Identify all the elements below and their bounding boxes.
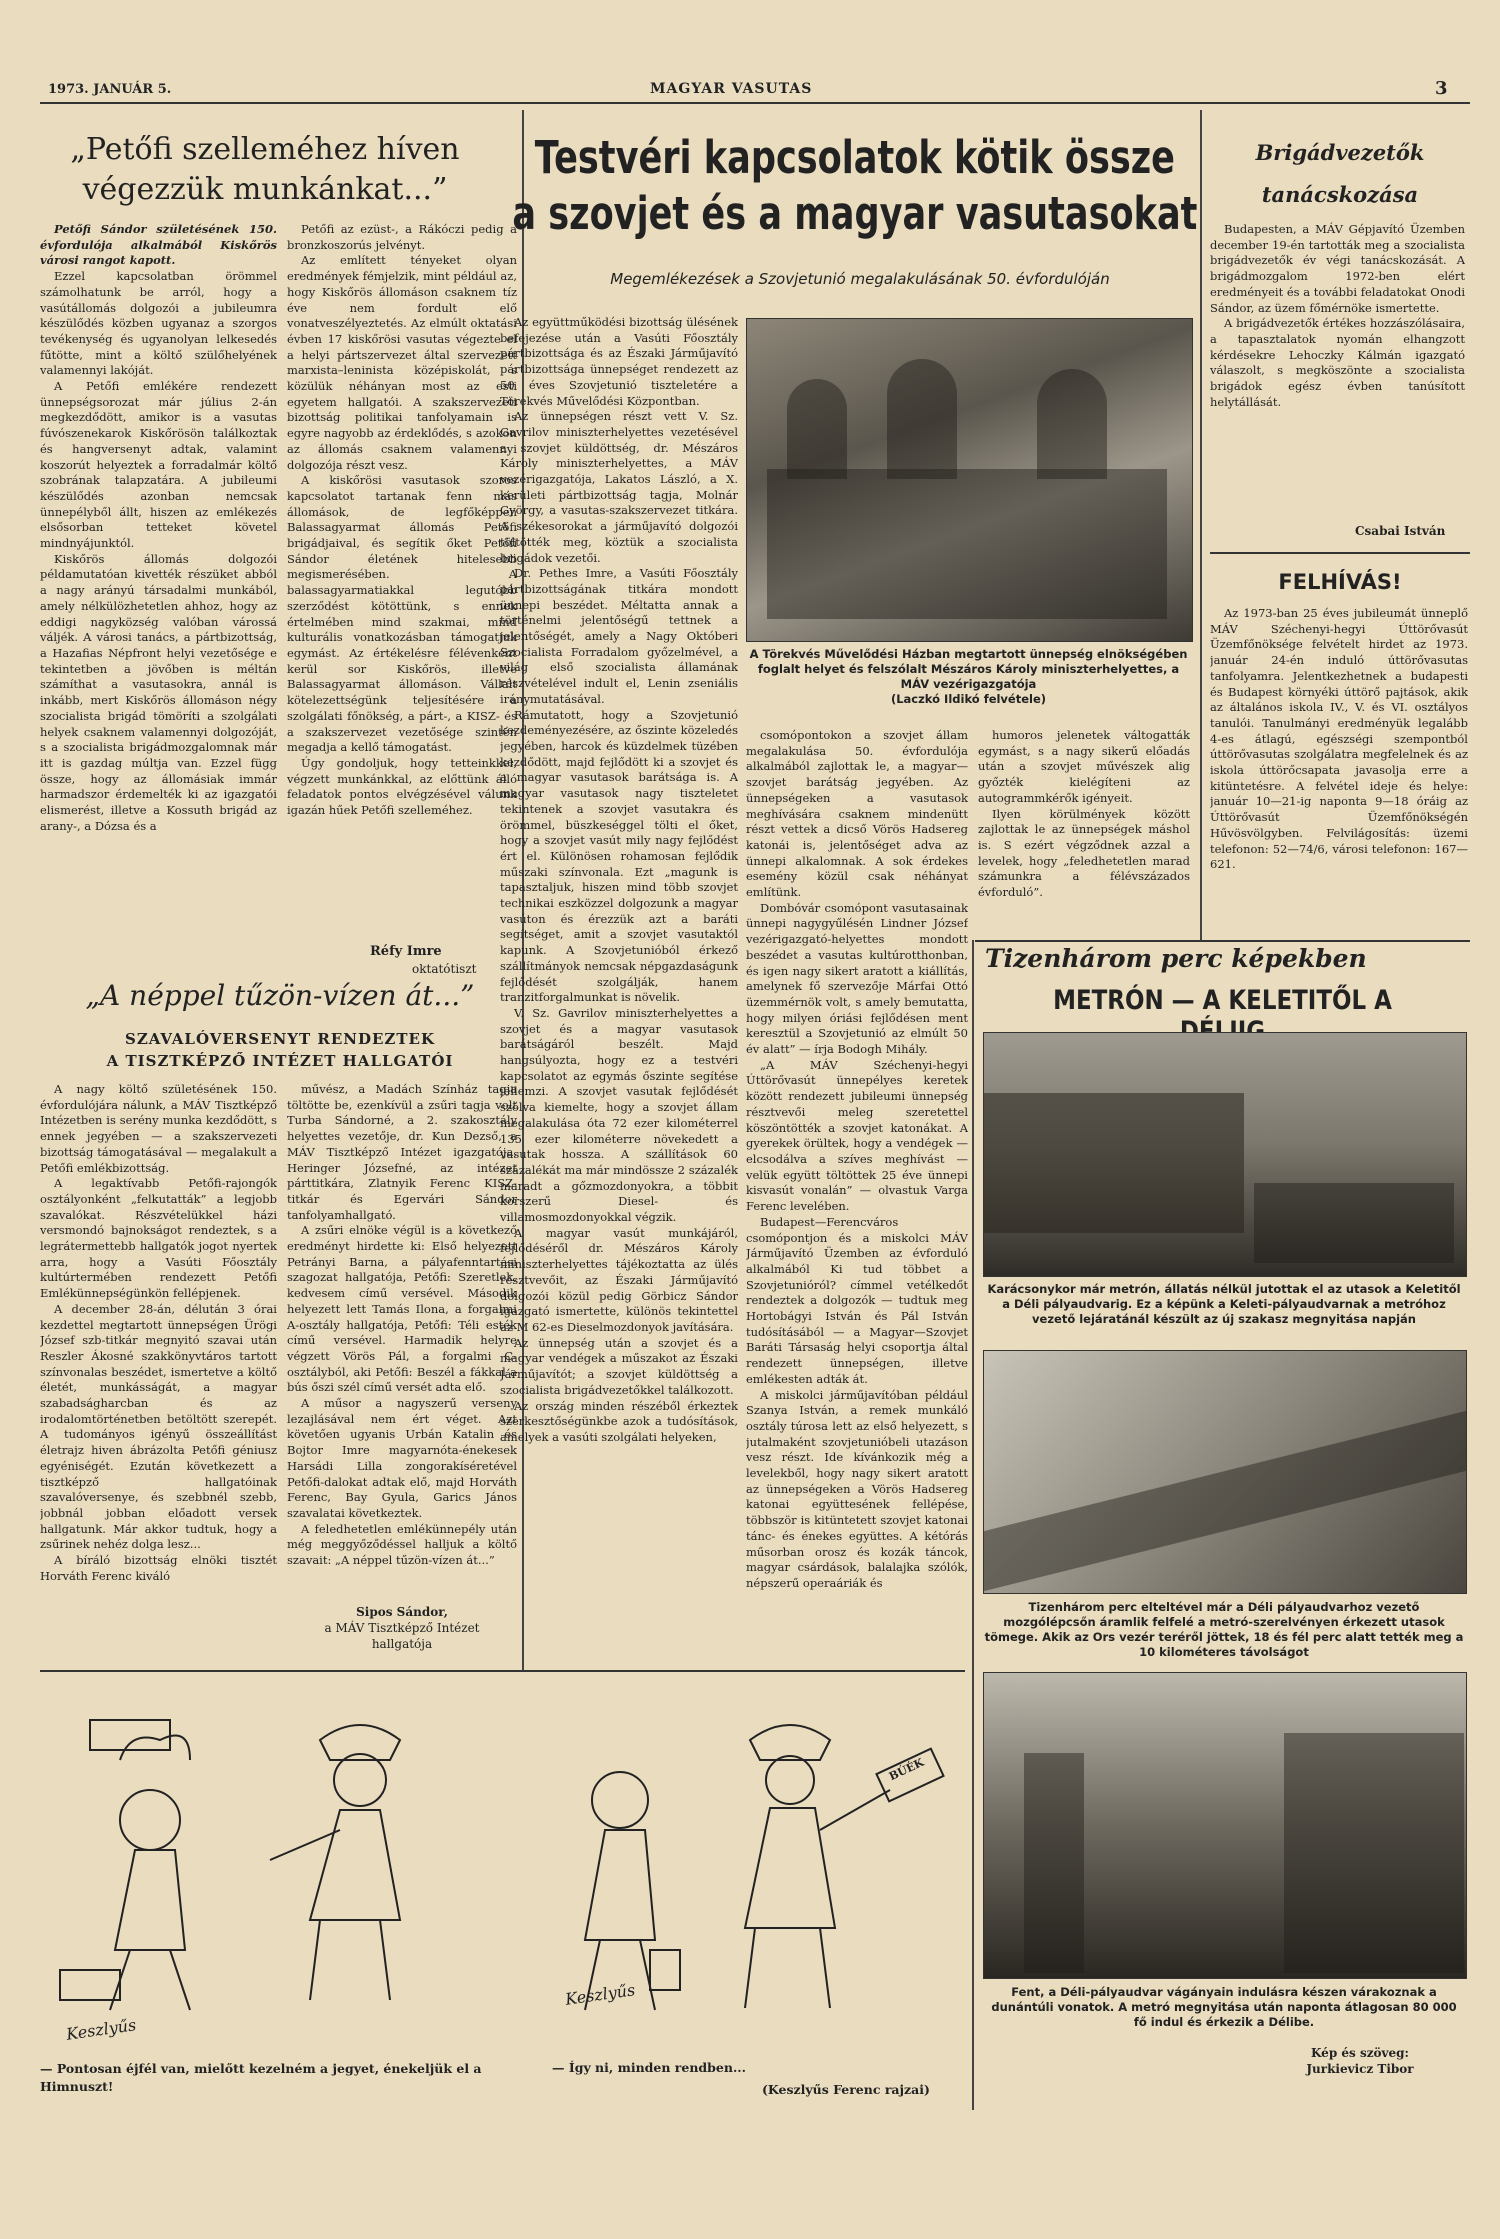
paragraph: Az ünnepségen részt vett V. Sz. Gavrilov miniszterhelyettes vezetésével a szovjet küldöttség, dr. Mészáros Károly miniszterhelyettes, a MÁV vezérigazgatója, Lakatos László, a X. kerületi pártbizottság tagja, Molnár György, a vasutas-szakszervezet titkára. A székesorokat a járműjavító dolgozói töltötték meg, köztük a szocialista brigádok vezetői. <box>500 409 738 565</box>
author-role: hallgatója <box>371 1637 433 1651</box>
caption-text: A Törekvés Művelődési Házban megtartott ünnepség elnökségében foglalt helyet és felszólalt Mészáros Károly miniszterhelyettes, a MÁV vezérigazgatója <box>749 647 1188 691</box>
article-petofi-body-left <box>40 222 277 962</box>
title-line: tanácskozása <box>1261 182 1419 207</box>
article-nep-sub1: SZAVALÓVERSENYT RENDEZTEK <box>124 1030 436 1048</box>
felhivas-title: FELHÍVÁS! <box>1278 570 1402 594</box>
section-rule <box>1210 552 1470 554</box>
photo-section-title: Tizenhárom perc képekben <box>985 944 1367 973</box>
cartoon-left <box>40 1700 510 2030</box>
cartoon-left-signature: Keszlyűs <box>65 2015 138 2044</box>
article-testveri-body-c <box>978 728 1190 938</box>
photo-escalator-caption: Tizenhárom perc elteltével már a Déli pályaudvarhoz vezető mozgólépcsőn áramlik felfelé a metró-szerelvényen érkezett utasok tömege. Akik az Ors vezér teréről jöttek, 18 és fél perc alatt tették meg a 10 kilométeres távolságot <box>984 1600 1464 1659</box>
page-header <box>30 78 1470 100</box>
paragraph: A nagy költő születésének 150. évfordulójára nálunk, a MÁV Tisztképző Intézetben is serény munka kezdődött, s ennek jegyében — a szakszervezeti bizottság támogatásával — megalakult a Petőfi emlékbizottság. <box>40 1082 277 1175</box>
author-name: Sipos Sándor, <box>356 1605 448 1619</box>
paragraph: Rámutatott, hogy a Szovjetunió kezdeményezésére, az őszinte közeledés jegyében, harcok és küzdelmek tüzében kezdődött, majd fejlődött ki a szovjet és a magyar vasutasok barátsága is. A magyar vasutasok nagy tiszteletet tekintenek a szovjet vasutakra és örömmel, büszkeséggel tölti el őket, hogy a szovjet vasút mily nagy fejlődést ért el. Különösen rohamosan fejlődik műszaki színvonala. Ezt „magunk is tapasztaljuk, hiszen mind több szovjet technikai eszközzel dolgozunk a magyar vasúton és érezzük azt a baráti segítséget, amit a szovjet vasutaktól kapunk. A Szovjetunióból érkező szállítmányok nemcsak népgazdaságunk fejlődését szolgálják, hanem tranzitforgalmunkat is növelik. <box>500 707 738 1005</box>
column-divider <box>972 940 974 2110</box>
paragraph: Ezzel kapcsolatban örömmel számolhatunk be arról, hogy a vasútállomás dolgozói a jubileumra készülődés közben ugyanaz a szorgos tevékenység és ugyanolyan lelkesedés fűtötte, mint a költő szülőhelyének valamennyi lakóját. <box>40 269 277 378</box>
paragraph: A Petőfi emlékére rendezett ünnepségsorozat már július 2-án megkezdődött, amikor is a vasutas fúvószenekarok Kiskőrösön találkoztak és hangversenyt adtak, valamint koszorút helyeztek a forradalmár költő szobrának talapzatára. A jubileumi készülődés azonban nemcsak ünnepélyből állt, hiszen az emlékezés elsősorban tetteket követel mindnyájunktól. <box>40 379 277 551</box>
article-petofi-title <box>45 130 485 210</box>
conductor-figure <box>270 1725 400 2000</box>
bench-and-bag <box>60 1720 170 2000</box>
title-line: Brigádvezetők <box>1255 140 1425 165</box>
article-nep-body-right <box>287 1082 517 1602</box>
article-brigad-body <box>1210 222 1465 524</box>
passenger-figure <box>110 1736 190 2011</box>
cartoon-credit: (Keszlyűs Ferenc rajzai) <box>762 2082 930 2097</box>
article-testveri-title <box>500 130 1198 242</box>
paragraph: művész, a Madách Színház tagja töltötte be, ezenkívül a zsűri tagja volt Turba Sándorné, a 2. szakosztály helyettes vezetője, dr. Kun Dezső, a MÁV Tisztképző Intézet igazgatója, Heringer Józsefné, az intézet párttitkára, Zlatnyik Ferenc KISZ-titkár és Egervári Sándor tanfolyamhallgató. <box>287 1082 517 1222</box>
article-nep-sub2: A TISZTKÉPZŐ INTÉZET HALLGATÓI <box>106 1052 454 1070</box>
paragraph: Úgy gondoljuk, hogy tetteinkkel, végzett munkánkkal, az előttünk álló feladatok pontos elvégzésével válunk igazán hűek Petőfi szelleméhez. <box>287 755 517 818</box>
photo-deli <box>983 1672 1467 1979</box>
header-date: 1973. JANUÁR 5. <box>48 82 172 97</box>
cartoon-right <box>520 1700 960 2030</box>
article-testveri-body-b <box>746 728 968 1654</box>
paragraph: Ilyen körülmények között zajlottak le az ünnepségek máshol is. S ezért végződnek azzal a levelek, hogy „feledhetetlen marad számunkra a félévszázados évforduló”. <box>978 806 1190 900</box>
paragraph: „A MÁV Széchenyi-hegyi Úttörővasút ünnepélyes keretek között rendezett jubileumi ünnepség résztvevői meleg szeretettel köszöntötték a szovjet katonákat. A gyerekek örültek, hogy a vendégek — elcsodálva a szíves meghívást — velük együtt töltöttek 25 éve ünnepi kisvasút vonalán” — olvastuk Varga Ferenc levelében. <box>746 1057 968 1214</box>
paragraph: A zsűri elnöke végül is a következő eredményt hirdette ki: Első helyezett Petrányi Barna, a pályafenntartási szagozat hallgatója, Petőfi: Szeretlek, kedvesem című versével. Második helyezett lett Tamás Ilona, a forgalmi A-osztály hallgatója, Petőfi: Téli esték című versével. Harmadik helyre végzett Vörös Pál, a forgalmi C-osztályból, aki Petőfi: Beszél a fákkal a bús őszi szél című versét adta elő. <box>287 1223 517 1395</box>
photo-ceremony-caption <box>746 647 1191 707</box>
photo-escalator <box>983 1350 1467 1594</box>
greeting-sign-text: BÚÉK <box>886 1755 926 1784</box>
paragraph: A brigádvezetők értékes hozzászólásaira, a tapasztalatok nyomán elhangzott kérdésekre Lehoczky Kálmán igazgató válaszolt, s megköszönte a szocialista brigádok egész évben tanúsított helytállását. <box>1210 316 1465 409</box>
cartoon-left-caption: — Pontosan éjfél van, mielőtt kezelném a jegyet, énekeljük el a Himnuszt! <box>40 2061 482 2094</box>
paragraph: humoros jelenetek váltogatták egymást, s a nagy sikerű előadás után a szovjet művészek alig győzték kielégíteni az autogrammkérők igényeit. <box>978 728 1190 805</box>
paragraph: A december 28-án, délután 3 órai kezdettel megtartott ünnepségen Ürögi József szb-titkár megnyitó szavai után Reszler Ákosné szakkönyvtáros tartott színvonalas beszédet, ismertetve a költő életét, munkásságát, a magyar szabadságharcban és az irodalomtörténetben betöltött szerepét. A tudományos igényű összeállítást életrajz hiven ábrázolta Petőfi géniusz egyéniségét. Ezután következett a tisztképző hallgatóinak szavalóversenye, és szebbnél szebb, jobbnál jobban előadott versek hallgatunk. Már akkor tudtuk, hogy a zsűrinek nehéz dolga lesz... <box>40 1301 277 1552</box>
photo-deli-caption: Fent, a Déli-pályaudvar vágányain indulásra készen várakoznak a dunántúli vonatok. A metró megnyitása után naponta átlagosan 80 000 fő indul és érkezik a Délibe. <box>991 1985 1457 2029</box>
paragraph: A magyar vasút munkájáról, fejlődéséről dr. Mészáros Károly miniszterhelyettes tájékoztatta az ülés résztvevőit, az Északi Járműjavító dolgozói közül pedig Görbicz Sándor igazgató ismertette, különös tekintettel az M 62-es Dieselmozdonyok javítására. <box>500 1225 738 1334</box>
section-rule <box>40 1670 965 1672</box>
paragraph: A miskolci járműjavítóban például Szanya István, a remek munkáló osztály túrosa lett az első helyezett, s jutalmaként szovjetunióbeli utazáson vesz részt. Ide kívánkozik még a levelekből, hogy nagy sikert aratott az ünnepségeken a Vörös Hadsereg katonai együttesének fellépése, többször is kitüntetett szovjet katonai tánc- és énekes együttes. A kétórás műsorban orosz és kozák táncok, magyar csárdások, balalajka szólók, népszerű operaáriák és <box>746 1387 968 1590</box>
credit-line: Jurkievicz Tibor <box>1306 2062 1414 2076</box>
article-petofi-body-right <box>287 222 517 940</box>
section-rule <box>975 940 1470 942</box>
author-refy: Réfy Imre <box>370 944 442 959</box>
article-testveri-subtitle: Megemlékezések a Szovjetunió megalakulásának 50. évfordulóján <box>610 270 1110 288</box>
title-line: végezzük munkánkat...” <box>82 172 448 207</box>
title-line: „Petőfi szelleméhez híven <box>70 132 460 167</box>
photo-credit: (Laczkó Ildikó felvétele) <box>890 692 1047 706</box>
credit-line: Kép és szöveg: <box>1311 2046 1409 2060</box>
paragraph: Kiskőrös állomás dolgozói példamutatóan kivették részüket abból a nagy arányú társadalmi munkából, amely nélkülözhetetlen ahhoz, hogy az eddigi nagyközség valóban várossá váljék. A városi tanács, a pártbizottság, a Hazafias Népfront helyi vezetősége e tekintetben a jövőben is méltán számíthat a vasutasokra, annál is inkább, mert Kiskőrös állomáson négy szocialista brigád tömöríti a szolgálati helyek csaknem valamennyi dolgozóját, s a szocialista brigádmozgalomnak már itt is gazdag múltja van. Ezzel függ össze, hogy az állomásiak immár harmadszor érdemelték ki az igazgatói elismerést, illetve a Kossuth brigád az arany-, a Dózsa és a <box>40 551 277 833</box>
worker-figure <box>585 1772 680 2010</box>
header-rule <box>40 102 1470 104</box>
column-divider <box>1200 110 1202 940</box>
photo-section-credit <box>1260 2045 1460 2077</box>
paragraph: Petőfi az ezüst-, a Rákóczi pedig a bronzkoszorús jelvényt. <box>287 222 517 252</box>
paragraph: Dr. Pethes Imre, a Vasúti Főosztály pártbizottságának titkára mondott ünnepi beszédet. Méltatta annak a történelmi jelentőségű tettnek a jelentőségét, amely a Nagy Októberi Szocialista Forradalom győzelmével, a világ első szocialista államának részvételével indult el, Lenin zseniális iránymutatásával. <box>500 566 738 706</box>
photo-section-subtitle: METRÓN — A KELETITŐL A <box>1053 985 1392 1016</box>
photo-keleti <box>983 1032 1467 1277</box>
cartoon-right-signature: Keszlyűs <box>564 1980 637 2009</box>
photo-keleti-caption: Karácsonykor már metrón, állatás nélkül jutottak el az utasok a Keletitől a Déli pályaudvarig. Ez a képünk a Keleti-pályaudvarnak a metróhoz vezető lejáratánál készült az új szakasz megnyitása napján <box>987 1282 1461 1326</box>
officer-figure <box>745 1725 890 2008</box>
paragraph: csomópontokon a szovjet állam megalakulása 50. évfordulója alkalmából zajlottak le, a magyar—szovjet barátság jegyében. Az ünnepségeken a vasutasok meghívására csaknem mindenütt részt vettek a dicső Vörös Hadsereg katonái is, jelentőséget adva az ünnepi alkalomnak. A sok érdekes esemény közül csak néhányat említünk. <box>746 728 968 900</box>
photo-ceremony <box>746 318 1193 642</box>
author-csabai: Csabai István <box>1355 524 1446 538</box>
paragraph: Dombóvár csomópont vasutasainak ünnepi nagygyűlésén Lindner József vezérigazgató-helyettes mondott beszédet a vasutas kultúrotthonban, és igen nagy sikert aratott a kiállítás, amelynek fő szervezője Márfai Ottó üzemmérnök volt, s amely bemutatta, hogy milyen óriási fejlődésen ment keresztül a Szovjetunió az elmúlt 50 év alatt” — írja Bodogh Mihály. <box>746 900 968 1057</box>
paragraph: Az ország minden részéből érkeztek szerkesztőségünkbe azok a tudósítások, amelyek a vasúti szolgálati helyeken, <box>500 1398 738 1444</box>
felhivas-body <box>1210 606 1468 924</box>
paragraph: A legaktívabb Petőfi-rajongók osztályonként „felkutatták” a legjobb szavalókat. Részvételükkel házi versmondó bajnokságot rendeztek, s a legrátermettebb hallgatók jogot nyertek arra, hogy a Vasúti Főosztály kultúrtermében rendezett Petőfi Emlékünnepségünkön fellépjenek. <box>40 1176 277 1301</box>
paragraph: Budapesten, a MÁV Gépjavító Üzemben december 19-én tartották meg a szocialista brigádvezetők év végi tanácskozását. A brigádmozgalom 1972-ben elért eredményeit és a további feladatokat Onodi Sándor, az üzem főmérnöke ismertette. <box>1210 222 1465 315</box>
title-line: a szovjet és a magyar vasutasokat <box>512 187 1198 240</box>
paragraph: Az 1973-ban 25 éves jubileumát ünneplő MÁV Széchenyi-hegyi Úttörővasút Üzemfőnöksége felvételt hirdet az 1973. január 24-én induló úttörővasutas tanfolyamra. Jelentkezhetnek a budapesti és Budapest környéki úttörő pajtások, akik az általános iskola IV., V. és VI. osztályos tanulói. Tanulmányi eredményük legalább 4-es átlagú, egészségi szempontból úttörővasutas szolgálatra megfelelnek és az iskola úttörőcsapata javasolja erre a kitüntetésre. A felvétel ideje és helye: január 10—21-ig naponta 9—18 óráig az Úttörővasút Üzemfőnökségén Hűvösvölgyben. Felvilágosítás: üzemi telefonon: 52—74/6, városi telefonon: 167—621. <box>1210 606 1468 872</box>
paragraph: A műsor a nagyszerű verseny lezajlásával nem ért véget. Azt követően ugyanis Urbán Katalin és Bojtor Imre magyarnóta-énekesek Harsádi Lilla zongorakíséretével Petőfi-dalokat adtak elő, majd Horváth Ferenc, Bay Gyula, Garics János szavalatai következtek. <box>287 1396 517 1520</box>
cartoon-right-caption: — Így ni, minden rendben... <box>552 2060 746 2075</box>
header-page-number: 3 <box>1435 78 1448 99</box>
article-nep-body-left <box>40 1082 277 1642</box>
author-sipos <box>287 1604 517 1652</box>
author-refy-role: oktatótiszt <box>412 962 477 976</box>
article-nep-title: „A néppel tűzön-vízen át...” <box>85 979 475 1012</box>
article-brigad-title <box>1210 132 1470 216</box>
paragraph: Budapest—Ferencváros csomópontjon és a miskolci MÁV Járműjavító Üzemben az évforduló alkalmából Ki tud többet a Szovjetunióról? címmel vetélkedőt rendeztek a dolgozók — tudtuk meg Hortobágyi István és Pál István tudósításából — a Magyar—Szovjet Baráti Társaság helyi csoportja által rendezett ünnepségen, illetve emlékesten adták át. <box>746 1214 968 1386</box>
paragraph: V. Sz. Gavrilov miniszterhelyettes a szovjet és a magyar vasutasok barátságáról beszélt. Majd hangsúlyozta, hogy ez a testvéri kapcsolatot az egymás őszinte segítése jellemzi. A szovjet vasutak fejlődését szólva kiemelte, hogy a szovjet állam megalakulása óta 72 ezer kilométerrel 135 ezer kilométerre növekedett a vasutak hossza. A szállítások 60 százalékát ma már mindössze 2 százalék maradt a gőzmozdonyokra, a többit korszerű Diesel- és villamosmozdonyokkal végzik. <box>500 1005 738 1225</box>
paragraph: Az említett tényeket olyan eredmények fémjelzik, mint például az, hogy Kiskőrös állomáson csaknem tíz éve nem fordult elő vonatveszélyeztetés. Az elmúlt oktatási évben 17 kiskőrösi vasutas végezte el a helyi pártszervezet által szervezett marxista–leninista középiskolát, s közülük néhányan most az esti egyetem hallgatói. A szakszervezeti bizottság politikai tanfolyamain is egyre nagyobb az érdeklődés, s azokon az állomás csaknem valamennyi dolgozója részt vesz. <box>287 253 517 472</box>
lead: Petőfi Sándor születésének 150. évfordulója alkalmából Kiskőrös városi rangot kapott. <box>40 222 277 268</box>
paragraph: Az ünnepség után a szovjet és a magyar vendégek a műszakot az Északi Járműjavítót; a szovjet küldöttség a szocialista brigádvezetőkkel találkozott. <box>500 1335 738 1397</box>
title-line: Testvéri kapcsolatok kötik össze <box>534 131 1175 184</box>
paragraph: Az együttműködési bizottság ülésének befejezése után a Vasúti Főosztály pártbizottsága és az Északi Járműjavító pártbizottsága ünnepséget rendezett az 50 éves Szovjetunió tiszteletére a Törekvés Művelődési Központban. <box>500 315 738 408</box>
paragraph: A feledhetetlen emlékünnepély után még meggyőződéssel halljuk a költő szavait: „A néppel tűzön-vízen át...” <box>287 1521 517 1568</box>
header-paper: MAGYAR VASUTAS <box>650 81 813 97</box>
article-testveri-body-a <box>500 315 738 1655</box>
paragraph: A kiskőrösi vasutasok szoros kapcsolatot tartanak fenn más állomások, de legfőképpen Balassagyarmat állomás Petőfi brigádjaival, és segítik őket Petőfi Sándor életének hitelesebb megismerésében. A balassagyarmatiakkal legutóbb szerződést kötöttünk, s ennek értelmében mind szakmai, mind kulturális vonatkozásban támogatjuk egymást. Az értékelésre félévenként kerül sor Kiskőrös, illetve Balassagyarmat állomáson. Vállalt kötelezettségünk teljesítésére a szolgálati főnökség, a párt-, a KISZ- és a szakszervezet vezetősége szintén megadja a kellő támogatást. <box>287 473 517 755</box>
author-role: a MÁV Tisztképző Intézet <box>324 1621 480 1635</box>
paragraph: A bíráló bizottság elnöki tisztét Horváth Ferenc kiváló <box>40 1553 277 1583</box>
